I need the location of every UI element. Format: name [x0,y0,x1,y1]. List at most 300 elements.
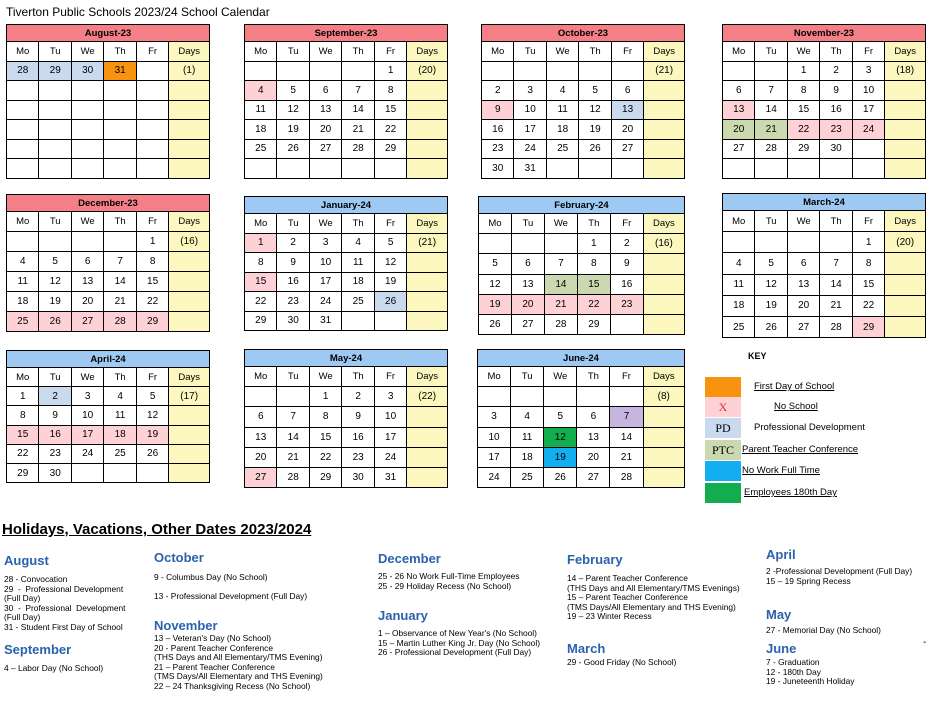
day-cell: 1 [7,387,39,406]
days-count [885,274,926,295]
day-cell: 6 [309,81,341,101]
weekday-header: Fr [374,367,406,387]
days-count [407,159,448,179]
day-cell: 23 [482,139,514,159]
day-cell: 19 [755,295,787,316]
day-cell: 4 [7,252,39,272]
day-cell: 31 [374,467,406,487]
day-cell: 3 [514,81,546,101]
day-cell: 21 [277,447,309,467]
key-swatch: PD [705,418,741,438]
days-count [407,427,448,447]
day-cell: 20 [309,120,341,140]
day-cell: 30 [71,61,103,81]
day-cell [723,232,755,253]
days-count [643,427,684,447]
days-count-header: Days [885,211,926,232]
key-swatch: X [705,397,741,417]
day-cell: 17 [514,120,546,140]
day-cell [514,61,546,81]
day-cell: 28 [7,61,39,81]
day-cell: 22 [577,294,610,314]
day-cell: 17 [71,425,103,444]
day-cell: 20 [511,294,544,314]
days-count: (21) [644,61,685,81]
days-count [407,311,448,331]
section-line: 21 – Parent Teacher Conference [154,661,275,672]
day-cell: 9 [482,100,514,120]
day-cell: 28 [544,314,577,334]
day-cell [755,232,787,253]
day-cell [482,61,514,81]
day-cell: 12 [277,100,309,120]
day-cell: 27 [511,314,544,334]
days-count [885,295,926,316]
day-cell: 29 [245,311,277,331]
day-cell: 21 [104,292,136,312]
key-label: Parent Teacher Conference [742,444,859,455]
weekday-header: We [71,368,103,387]
day-cell: 26 [136,444,168,463]
day-cell: 5 [755,253,787,274]
day-cell: 3 [374,387,406,407]
day-cell: 4 [245,81,277,101]
days-count [643,294,684,314]
day-cell [136,81,168,101]
day-cell [39,232,71,252]
days-count [643,254,684,274]
days-count [885,159,926,179]
day-cell: 22 [245,292,277,312]
weekday-header: Mo [723,211,755,232]
day-cell [7,232,39,252]
day-cell [39,139,71,159]
weekday-header: Fr [136,212,168,232]
day-cell: 2 [39,387,71,406]
day-cell: 18 [546,120,578,140]
weekday-header: We [544,214,577,234]
section-heading-april: April [766,547,796,562]
day-cell [479,234,512,254]
section-line: (Full Day) [4,593,41,604]
day-cell: 8 [852,253,884,274]
weekday-header: Mo [245,214,277,234]
day-cell: 25 [723,316,755,337]
day-cell: 25 [546,139,578,159]
day-cell [787,232,819,253]
day-cell: 13 [611,100,643,120]
day-cell: 9 [610,254,643,274]
month-calendar-aug [6,24,210,179]
day-cell: 20 [577,447,610,467]
day-cell: 27 [71,312,103,332]
day-cell: 12 [374,253,406,273]
section-line: 20 - Parent Teacher Conference [154,642,274,653]
days-count-header: Days [169,212,210,232]
day-cell: 21 [755,120,787,140]
section-line: (THS Days and All Elementary/TMS Evening) [154,652,323,663]
day-cell: 1 [577,234,610,254]
days-count [407,139,448,159]
day-cell: 25 [245,139,277,159]
day-cell: 29 [374,139,406,159]
day-cell: 16 [610,274,643,294]
days-count [643,314,684,334]
weekday-header: Fr [852,42,884,62]
day-cell [723,61,755,81]
day-cell: 10 [374,407,406,427]
day-cell [39,100,71,120]
page-title: Tiverton Public Schools 2023/24 School Calendar [6,5,270,19]
day-cell: 6 [577,407,610,427]
day-cell [342,61,374,81]
key-swatch [705,483,741,503]
day-cell: 16 [342,427,374,447]
day-cell: 24 [309,292,341,312]
day-cell: 9 [277,253,309,273]
days-count [169,425,210,444]
day-cell: 28 [277,467,309,487]
day-cell: 8 [787,81,819,101]
weekday-header: Mo [7,368,39,387]
section-line: 28 - Convocation [4,574,68,584]
day-cell: 8 [245,253,277,273]
section-line: 25 - 29 Holiday Recess (No School) [378,580,512,591]
day-cell [7,81,39,101]
days-count: (21) [407,233,448,253]
day-cell: 3 [309,233,341,253]
days-count [643,447,684,467]
weekday-header: We [787,211,819,232]
day-cell: 18 [104,425,136,444]
weekday-header: Th [342,42,374,62]
day-cell [546,61,578,81]
day-cell: 6 [611,81,643,101]
day-cell: 25 [511,467,544,487]
day-cell: 4 [511,407,544,427]
weekday-header: Tu [514,42,546,62]
day-cell [374,311,406,331]
days-count [169,81,210,101]
day-cell: 28 [104,312,136,332]
section-heading-march: March [567,641,606,656]
day-cell: 27 [245,467,277,487]
weekday-header: We [71,42,103,62]
day-cell: 26 [277,139,309,159]
day-cell: 23 [820,120,852,140]
day-cell [577,387,610,407]
section-heading-september: September [4,642,72,657]
day-cell [104,139,136,159]
day-cell [71,232,103,252]
day-cell: 9 [820,81,852,101]
weekday-header: Th [342,214,374,234]
month-calendar-dec [6,194,210,332]
day-cell: 12 [755,274,787,295]
day-cell: 24 [374,447,406,467]
day-cell: 21 [342,120,374,140]
month-title: November-23 [723,25,926,42]
day-cell: 8 [374,81,406,101]
days-count: (18) [885,61,926,81]
day-cell [39,120,71,140]
day-cell [342,311,374,331]
month-calendar-mar [722,193,926,338]
weekday-header: Mo [245,42,277,62]
section-line: 22 – 24 Thanksgiving Recess (No School) [154,681,311,691]
day-cell: 27 [309,139,341,159]
day-cell: 21 [820,295,852,316]
day-cell: 7 [755,81,787,101]
day-cell [104,100,136,120]
month-calendar-sep [244,24,448,179]
day-cell: 31 [104,61,136,81]
weekday-header: Mo [723,42,755,62]
day-cell: 27 [611,139,643,159]
day-cell [544,387,577,407]
day-cell: 5 [374,233,406,253]
section-line: 12 - 180th Day [766,666,821,677]
day-cell: 17 [478,447,511,467]
day-cell [7,120,39,140]
section-heading-october: October [154,550,204,565]
day-cell: 31 [309,311,341,331]
day-cell: 20 [611,120,643,140]
day-cell: 7 [820,253,852,274]
month-title: March-24 [723,194,926,211]
day-cell [277,387,309,407]
day-cell: 21 [610,447,643,467]
day-cell: 5 [479,254,512,274]
day-cell [511,387,544,407]
key-label: No School [774,401,818,412]
day-cell [478,387,511,407]
day-cell: 7 [342,81,374,101]
key-swatch [705,461,741,481]
month-calendar-may [244,349,448,488]
day-cell: 14 [820,274,852,295]
day-cell: 22 [136,292,168,312]
key-label: No Work Full Time [742,465,820,476]
day-cell: 10 [71,406,103,425]
key-swatch: PTC [705,440,741,460]
day-cell [7,159,39,179]
day-cell: 10 [852,81,884,101]
day-cell [611,159,643,179]
day-cell: 18 [723,295,755,316]
day-cell [245,61,277,81]
day-cell: 3 [71,387,103,406]
key-label: Professional Development [754,422,865,433]
days-count [169,463,210,482]
day-cell: 5 [277,81,309,101]
days-count [169,120,210,140]
days-count: (20) [407,61,448,81]
days-count [643,407,684,427]
days-count [407,407,448,427]
days-count-header: Days [643,367,684,387]
day-cell: 8 [309,407,341,427]
day-cell: 30 [482,159,514,179]
day-cell: 23 [277,292,309,312]
month-calendar-jun [477,349,685,488]
day-cell: 13 [309,100,341,120]
section-heading-february: February [567,552,623,567]
day-cell: 15 [7,425,39,444]
day-cell: 22 [309,447,341,467]
day-cell: 14 [755,100,787,120]
weekday-header: Tu [39,42,71,62]
weekday-header: Tu [755,211,787,232]
day-cell: 12 [136,406,168,425]
day-cell: 16 [820,100,852,120]
day-cell: 26 [374,292,406,312]
days-count [885,120,926,140]
day-cell [71,81,103,101]
day-cell: 6 [787,253,819,274]
day-cell: 26 [755,316,787,337]
day-cell: 24 [478,467,511,487]
section-heading-december: December [378,551,441,566]
weekday-header: We [309,367,341,387]
day-cell: 23 [39,444,71,463]
day-cell: 25 [104,444,136,463]
day-cell [71,463,103,482]
days-count [885,253,926,274]
day-cell: 13 [71,272,103,292]
day-cell [71,159,103,179]
weekday-header: Mo [479,214,512,234]
weekday-header: Tu [277,367,309,387]
day-cell: 19 [479,294,512,314]
day-cell: 20 [245,447,277,467]
day-cell: 12 [579,100,611,120]
day-cell [610,387,643,407]
day-cell: 20 [723,120,755,140]
day-cell [245,387,277,407]
section-line: 15 – Martin Luther King Jr. Day (No School) [378,637,540,648]
day-cell [104,81,136,101]
month-title: September-23 [245,25,448,42]
day-cell [309,61,341,81]
day-cell: 10 [514,100,546,120]
weekday-header: Fr [611,42,643,62]
days-count [644,100,685,120]
day-cell: 6 [71,252,103,272]
day-cell: 19 [277,120,309,140]
days-count [643,467,684,487]
weekday-header: Mo [245,367,277,387]
day-cell: 15 [309,427,341,447]
day-cell [39,81,71,101]
day-cell: 2 [610,234,643,254]
day-cell: 27 [577,467,610,487]
month-calendar-nov [722,24,926,179]
days-count [169,292,210,312]
weekday-header: Tu [277,214,309,234]
day-cell: 29 [7,463,39,482]
day-cell: 30 [820,139,852,159]
day-cell: 6 [723,81,755,101]
day-cell: 8 [7,406,39,425]
day-cell [104,120,136,140]
day-cell: 17 [374,427,406,447]
days-count [407,447,448,467]
days-count [644,120,685,140]
days-count: (16) [169,232,210,252]
days-count [644,159,685,179]
day-cell: 18 [7,292,39,312]
weekday-header: Mo [7,212,39,232]
day-cell: 8 [136,252,168,272]
day-cell [245,159,277,179]
day-cell: 29 [309,467,341,487]
weekday-header: Mo [7,42,39,62]
day-cell: 14 [610,427,643,447]
day-cell: 20 [71,292,103,312]
days-count [169,312,210,332]
day-cell: 1 [309,387,341,407]
weekday-header: We [309,42,341,62]
day-cell [610,314,643,334]
key-title: KEY [748,351,767,361]
days-count [407,253,448,273]
day-cell: 5 [579,81,611,101]
day-cell: 2 [820,61,852,81]
day-cell: 13 [723,100,755,120]
section-line: 19 – 23 Winter Recess [567,611,652,622]
days-count [407,467,448,487]
day-cell: 8 [577,254,610,274]
days-count [644,81,685,101]
days-count [643,274,684,294]
day-cell: 7 [544,254,577,274]
day-cell: 19 [136,425,168,444]
day-cell: 26 [39,312,71,332]
weekday-header: Th [820,42,852,62]
day-cell: 21 [544,294,577,314]
day-cell: 10 [309,253,341,273]
weekday-header: Fr [136,368,168,387]
day-cell: 7 [104,252,136,272]
day-cell: 14 [544,274,577,294]
day-cell: 2 [342,387,374,407]
month-title: April-24 [7,351,210,368]
day-cell [71,120,103,140]
weekday-header: Mo [478,367,511,387]
days-count [169,444,210,463]
days-count [885,81,926,101]
day-cell: 12 [39,272,71,292]
day-cell: 15 [136,272,168,292]
section-line: 15 – 19 Spring Recess [766,575,851,586]
weekday-header: We [546,42,578,62]
section-line: 14 – Parent Teacher Conference [567,573,688,583]
day-cell [7,100,39,120]
day-cell: 22 [374,120,406,140]
days-count: (22) [407,387,448,407]
days-count: (16) [643,234,684,254]
day-cell: 6 [245,407,277,427]
weekday-header: Fr [374,214,406,234]
day-cell: 3 [852,61,884,81]
weekday-header: Mo [482,42,514,62]
weekday-header: Fr [374,42,406,62]
day-cell: 23 [342,447,374,467]
days-count [407,120,448,140]
day-cell: 17 [309,272,341,292]
day-cell: 19 [39,292,71,312]
